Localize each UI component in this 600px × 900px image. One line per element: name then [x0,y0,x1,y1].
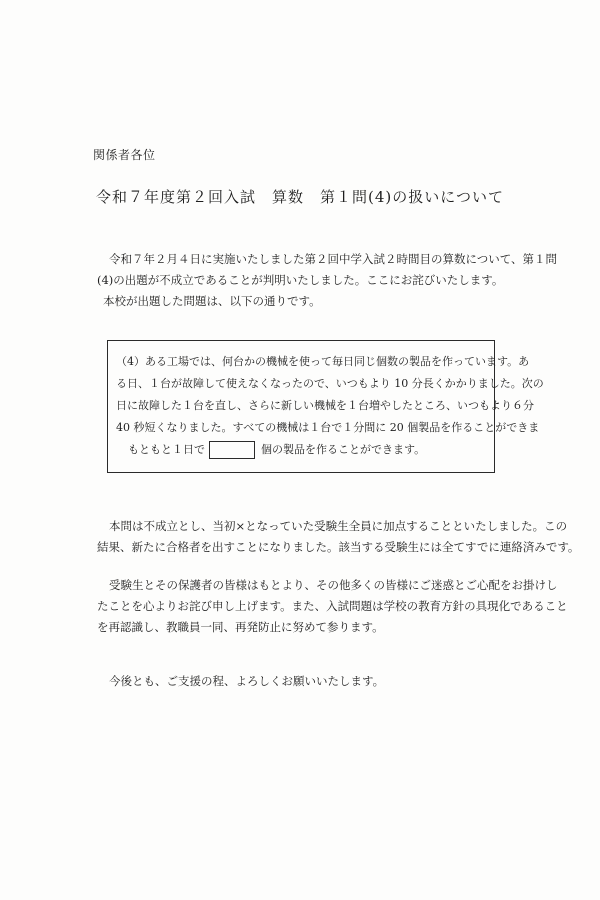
problem-line: る日、１台が故障して使えなくなったので、いつもより 10 分長くかかりました。次の [116,377,544,390]
answer-prefix: もともと１日で [128,443,205,456]
intro-line: 令和７年２月４日に実施いたしました第２回中学入試２時間目の算数について、第１問 [109,252,558,266]
problem-line: 日に故障した１台を直し、さらに新しい機械を１台増やしたところ、いつもより６分 [116,399,534,412]
document-title: 令和７年度第２回入試 算数 第１問(4)の扱いについて [96,188,504,206]
answer-blank-box [209,441,255,459]
closing-line: 今後とも、ご支援の程、よろしくお願いいたします。 [109,674,385,688]
apology-line: 受験生とその保護者の皆様はもとより、その他多くの皆様にご迷惑とご心配をお掛けし [109,578,558,592]
decision-paragraph [97,516,580,558]
addressee: 関係者各位 [93,148,156,162]
closing-paragraph [97,671,515,692]
intro-line: (4)の出題が不成立であることが判明いたしました。ここにお詫びいたします。 [97,273,504,287]
apology-paragraph [97,575,568,638]
problem-line: 40 秒短くなりました。すべての機械は１台で１分間に 20 個製品を作ることができま [116,421,540,434]
intro-paragraph [97,249,558,312]
problem-text [116,351,544,461]
intro-line: 本校が出題した問題は、以下の通りです。 [103,294,321,308]
answer-suffix: 個の製品を作ることができます。 [261,443,426,456]
answer-row [116,439,490,461]
apology-line: を再認識し、教職員一同、再発防止に努めて参ります。 [97,620,384,634]
problem-box [107,340,544,473]
apology-line: たことを心よりお詫び申し上げます。また、入試問題は学校の教育方針の具現化であること [97,599,568,613]
problem-line: （4）ある工場では、何台かの機械を使って毎日同じ個数の製品を作っています。あ [116,355,530,368]
decision-line: 本問は不成立とし、当初×となっていた受験生全員に加点することといたしました。この [109,519,568,533]
decision-line: 結果、新たに合格者を出すことになりました。該当する受験生には全てすでに連絡済みです。 [97,540,580,554]
